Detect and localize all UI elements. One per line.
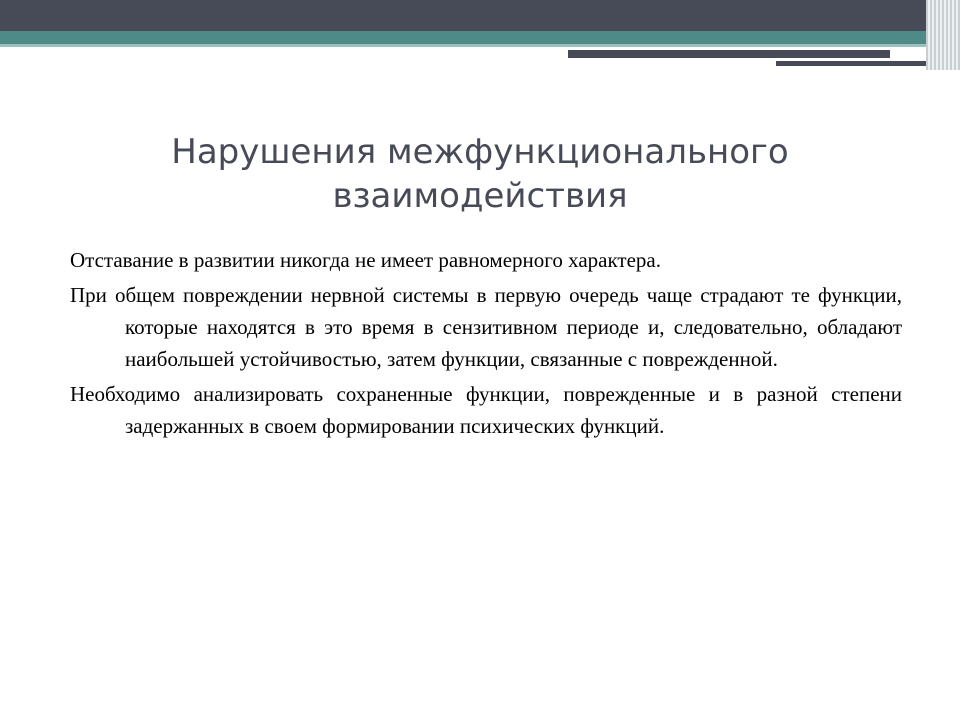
header-stripes	[926, 0, 960, 70]
body-paragraph-2: При общем повреждении нервной системы в первую очередь чаще страдают те функции, которые находятся в это время в сензитивном периоде и, следовательно, обладают наибольшей устойчивостью, затем функции, связанные с поврежденной.	[70, 283, 902, 371]
slide-title: Нарушения межфункционального взаимодействия	[171, 132, 789, 216]
header-band-teal	[0, 31, 960, 44]
body-paragraph-1: Отставание в развитии никогда не имеет равномерного характера.	[70, 248, 661, 272]
header-band-teal-light	[0, 44, 960, 47]
header-accent-bar-small	[776, 61, 940, 66]
header-band-dark	[0, 0, 960, 31]
header-accent-bar	[568, 50, 890, 58]
body-paragraph-3: Необходимо анализировать сохраненные функции, поврежденные и в разной степени задержанных в своем формировании психических функций.	[70, 382, 902, 438]
slide-body	[70, 244, 902, 445]
